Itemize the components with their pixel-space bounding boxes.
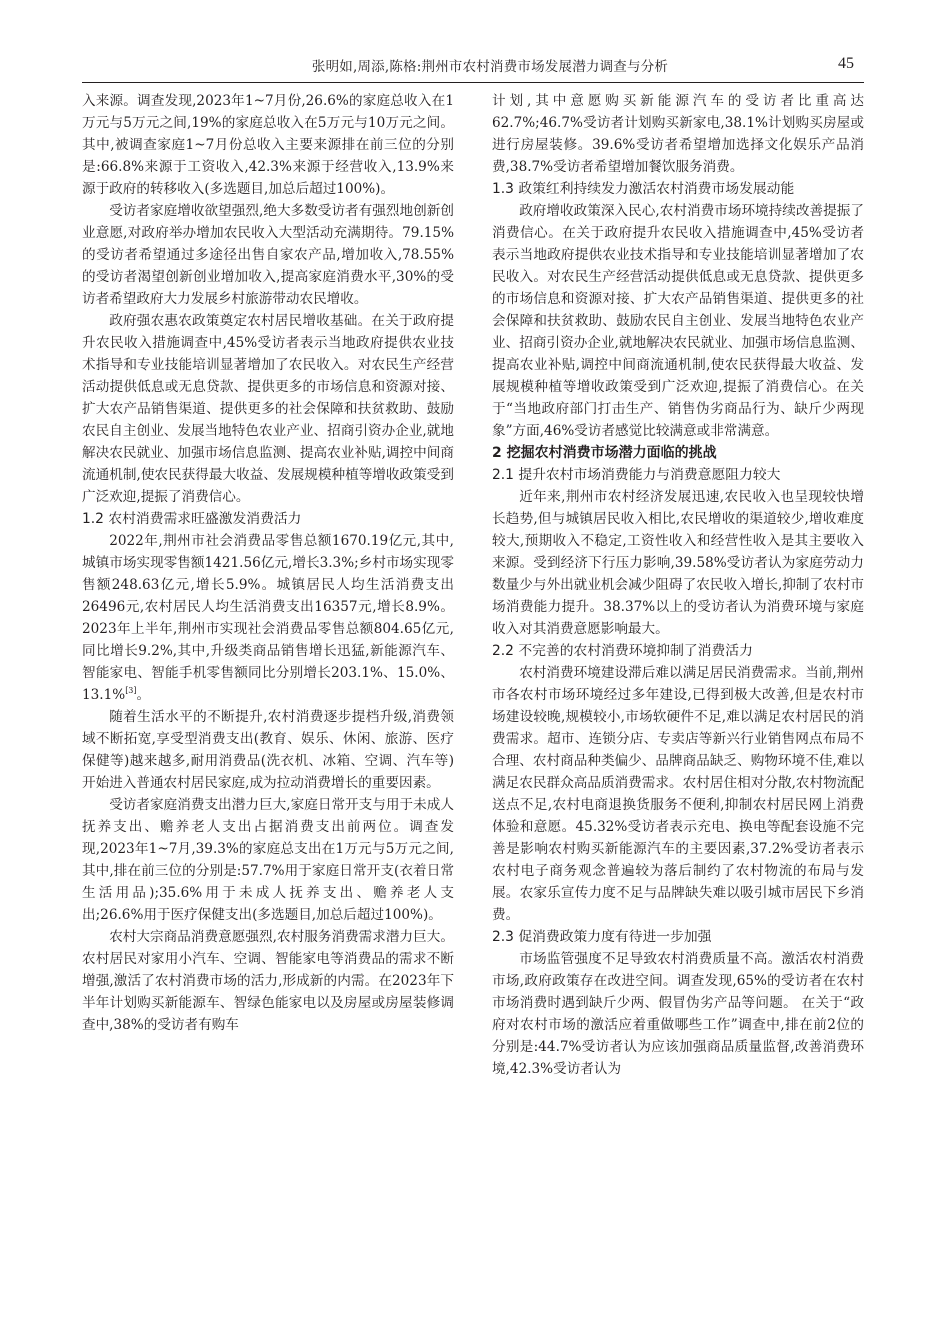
paragraph-retail-statistics <box>82 530 454 706</box>
section-heading-2-3: 2.3 促消费政策力度有待进一步加强 <box>492 929 712 945</box>
paragraph-policy-basis: 政府强农惠农政策奠定农村居民增收基础。在关于政府提升农民收入措施调查中,45%受访者表示当地政府提供农业技术指导和专业技能培训显著增加了农民收入。对农民生产经营活动提供低息或无息贷款、提供更多的市场信息和资源对接、扩大农产品销售渠道、提供更多的社会保障和扶贫救助、鼓励农民自主创业、发展当地特色农业产业、招商引资办企业,就地解决农民就业、加强市场信息监测、提高农业补贴,调控中间商流通机制,使农民获得最大收益、发展规模种植等增收政策受到广泛欢迎,提振了消费信心。 <box>82 313 454 505</box>
paragraph-income-source: 入来源。调查发现,2023年1~7月份,26.6%的家庭总收入在1万元与5万元之间,19%的家庭总收入在5万元与10万元之间。其中,被调查家庭1~7月份总收入主要来源排在前三位的分别是:66.8%来源于工资收入,42.3%来源于经营收入,13.9%来源于政府的转移收入(多选题目,加总后超过100%)。 <box>82 93 454 197</box>
section-heading-2-1: 2.1 提升农村市场消费能力与消费意愿阻力较大 <box>492 467 781 483</box>
paragraph-consumption-environment: 农村消费环境建设滞后难以满足居民消费需求。当前,荆州市各农村市场环境经过多年建设,已得到极大改善,但是农村市场建设较晚,规模较小,市场软硬件不足,难以满足农村居民的消费需求。超市、连锁分店、专卖店等新兴行业销售网点布局不合理、农村商品种类偏少、品牌商品缺乏、购物环境不佳,难以满足农民群众高品质消费需求。农村居住相对分散,农村物流配送点不足,农村电商退换货服务不便利,抑制农村居民网上消费体验和意愿。45.32%受访者表示充电、换电等配套设施不完善是影响农村购买新能源汽车的主要因素,37.2%受访者表示农村电子商务观念普遍较为落后制约了农村物流的布局与发展。农家乐宣传力度不足与品牌缺失难以吸引城市居民下乡消费。 <box>492 665 864 923</box>
retail-text: 2022年,荆州市社会消费品零售总额1670.19亿元,其中,城镇市场实现零售额1421.56亿元,增长3.3%;乡村市场实现零售额248.63亿元,增长5.9%。城镇居民人均生活消费支出26496元,农村居民人均生活消费支出16357元,增长8.9%。2023年上半年,荆州市实现社会消费品零售总额804.65亿元,同比增长9.2%,其中,升级类商品销售增长迅猛,新能源汽车、智能家电、智能手机零售额同比分别增长203.1%、15.0%、13.1% <box>82 533 454 703</box>
section-heading-1-2: 1.2 农村消费需求旺盛激发消费活力 <box>82 511 302 527</box>
right-column <box>492 90 864 1324</box>
section-heading-2: 2 挖掘农村消费市场潜力面临的挑战 <box>492 445 717 461</box>
retail-text-end: 。 <box>136 687 151 703</box>
paragraph-market-supervision: 市场监管强度不足导致农村消费质量不高。激活农村消费市场,政府政策存在改进空间。调查发现,65%的受访者在农村市场消费时遇到缺斤少两、假冒伪劣产品等问题。 在关于“政府对农村市场的激活应着重做哪些工作”调查中,排在前2位的分别是:44.7%受访者认为应该加强商品质量监督,改善消费环境,42.3%受访者认为 <box>492 951 864 1077</box>
section-heading-2-2: 2.2 不完善的农村消费环境抑制了消费活力 <box>492 643 753 659</box>
paragraph-bulk-goods: 农村大宗商品消费意愿强烈,农村服务消费需求潜力巨大。农村居民对家用小汽车、空调、智能家电等消费品的需求不断增强,激活了农村消费市场的活力,形成新的内需。在2023年下半年计划购买新能源车、智绿色能家电以及房屋或房屋装修调查中,38%的受访者有购车 <box>82 929 454 1033</box>
header-rule <box>82 82 864 83</box>
section-heading-1-3: 1.3 政策红利持续发力激活农村消费市场发展动能 <box>492 181 795 197</box>
running-title: 张明如,周添,陈格:荆州市农村消费市场发展潜力调查与分析 <box>311 59 669 75</box>
paragraph-household-expense: 受访者家庭消费支出潜力巨大,家庭日常开支与用于未成人抚养支出、赡养老人支出占据消费支出前两位。调查发现,2023年1~7月,39.3%的家庭总支出在1万元与5万元之间,其中,排在前三位的分别是:57.7%用于家庭日常开支(衣着日常生活用品);35.6%用于未成人抚养支出、赡养老人支出;26.6%用于医疗保健支出(多选题目,加总后超过100%)。 <box>82 797 454 923</box>
paragraph-policy-dividend: 政府增收政策深入民心,农村消费市场环境持续改善提振了消费信心。在关于政府提升农民收入措施调查中,45%受访者表示当地政府提供农业技术指导和专业技能培训显著增加了农民收入。对农民生产经营活动提供低息或无息贷款、提供更多的市场信息和资源对接、扩大农产品销售渠道、提供更多的社会保障和扶贫救助、鼓励农民自主创业、发展当地特色农业产业、招商引资办企业,就地解决农民就业、加强市场信息监测、提高农业补贴,调控中间商流通机制,使农民获得最大收益、发展规模种植等增收政策受到广泛欢迎,提振了消费信心。在关于“当地政府部门打击生产、销售伪劣商品行为、缺斤少两现象”方面,46%受访者感觉比较满意或非常满意。 <box>492 203 864 439</box>
left-column <box>82 90 454 1324</box>
paragraph-consumption-upgrade: 随着生活水平的不断提升,农村消费逐步提档升级,消费领域不断拓宽,享受型消费支出(教育、娱乐、休闲、旅游、医疗保健等)越来越多,耐用消费品(洗衣机、冰箱、空调、汽车等)开始进入普通农村居民家庭,成为拉动消费增长的重要因素。 <box>82 709 454 791</box>
page-number: 45 <box>838 55 854 72</box>
paragraph-consumption-resistance: 近年来,荆州市农村经济发展迅速,农民收入也呈现较快增长趋势,但与城镇居民收入相比,农民增收的渠道较少,增收难度较大,预期收入不稳定,工资性收入和经营性收入是其主要收入来源。受到经济下行压力影响,39.58%受访者认为家庭劳动力数量少与外出就业机会减少阻碍了农民收入增长,抑制了农村市场消费能力提升。38.37%以上的受访者认为消费环境与家庭收入对其消费意愿影响最大。 <box>492 489 864 637</box>
reference-mark: [3] <box>125 686 137 695</box>
paragraph-purchase-plan: 计划,其中意愿购买新能源汽车的受访者比重高达62.7%;46.7%受访者计划购买新家电,38.1%计划购买房屋或进行房屋装修。39.6%受访者希望增加选择文化娱乐产品消费,38.7%受访者希望增加餐饮服务消费。 <box>492 93 864 175</box>
paragraph-income-desire: 受访者家庭增收欲望强烈,绝大多数受访者有强烈地创新创业意愿,对政府举办增加农民收入大型活动充满期待。79.15%的受访者希望通过多途径出售自家农产品,增加收入,78.55%的受访者渴望创新创业增加收入,提高家庭消费水平,30%的受访者希望政府大力发展乡村旅游带动农民增收。 <box>82 203 454 307</box>
